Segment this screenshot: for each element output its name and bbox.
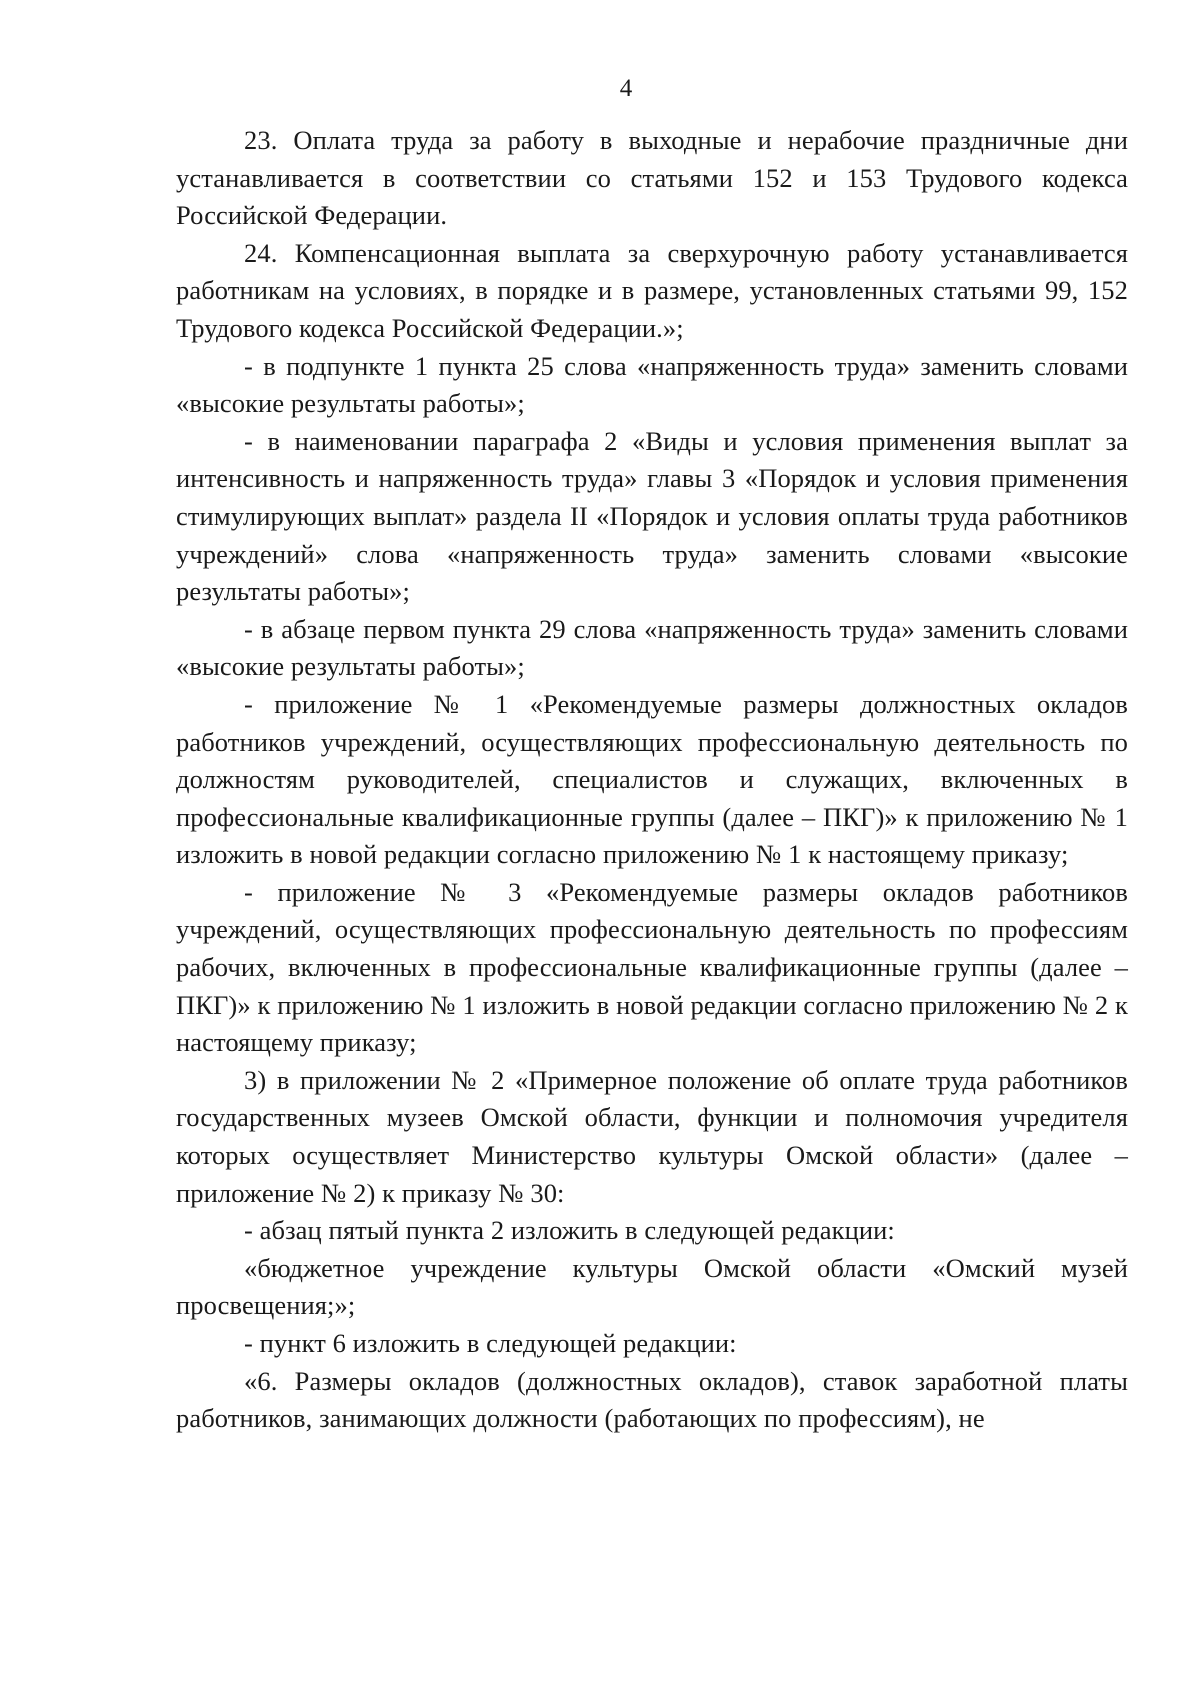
paragraph-23: 23. Оплата труда за работу в выходные и нерабочие праздничные дни устанавливается в соответствии со статьями 152 и 153 Трудового кодекса Российской Федерации. (176, 125, 1128, 231)
paragraph-museum-name: «бюджетное учреждение культуры Омской области «Омский музей просвещения;»; (176, 1252, 1128, 1321)
paragraph-point-6-text: «6. Размеры окладов (должностных окладов), ставок заработной платы работников, занимающих должности (работающих по профессиям), не (176, 1365, 1128, 1434)
paragraph-point-29: - в абзаце первом пункта 29 слова «напряженность труда» заменить словами «высокие результаты работы»; (176, 613, 1128, 682)
paragraph-appendix-3: - приложение № 3 «Рекомендуемые размеры окладов работников учреждений, осуществляющих профессиональную деятельность по профессиям рабочих, включенных в профессиональные квалификационные группы (далее – ПКГ)» к приложению № 1 изложить в новой редакции согласно приложению № 2 к настоящему приказу; (176, 876, 1128, 1058)
paragraph-section-2-title: - в наименовании параграфа 2 «Виды и условия применения выплат за интенсивность и напряженность труда» главы 3 «Порядок и условия применения стимулирующих выплат» раздела II «Порядок и условия оплаты труда работников учреждений» слова «напряженность труда» заменить словами «высокие результаты работы»; (176, 425, 1128, 607)
paragraph-24: 24. Компенсационная выплата за сверхурочную работу устанавливается работникам на условиях, в порядке и в размере, установленных статьями 99, 152 Трудового кодекса Российской Федерации.»; (176, 237, 1128, 343)
document-body (176, 122, 1128, 1438)
paragraph-subpoint-25: - в подпункте 1 пункта 25 слова «напряженность труда» заменить словами «высокие результаты работы»; (176, 350, 1128, 419)
paragraph-item-3: 3) в приложении № 2 «Примерное положение об оплате труда работников государственных музеев Омской области, функции и полномочия учредителя которых осуществляет Министерство культуры Омской области» (далее – приложение № 2) к приказу № 30: (176, 1064, 1128, 1208)
paragraph-appendix-1: - приложение № 1 «Рекомендуемые размеры должностных окладов работников учреждений, осуществляющих профессиональную деятельность по должностям руководителей, специалистов и служащих, включенных в профессиональные квалификационные группы (далее – ПКГ)» к приложению № 1 изложить в новой редакции согласно приложению № 1 к настоящему приказу; (176, 688, 1128, 870)
paragraph-point-2-abzac: - абзац пятый пункта 2 изложить в следующей редакции: (244, 1215, 895, 1246)
page-number: 4 (619, 75, 633, 102)
paragraph-point-6: - пункт 6 изложить в следующей редакции: (244, 1328, 737, 1358)
